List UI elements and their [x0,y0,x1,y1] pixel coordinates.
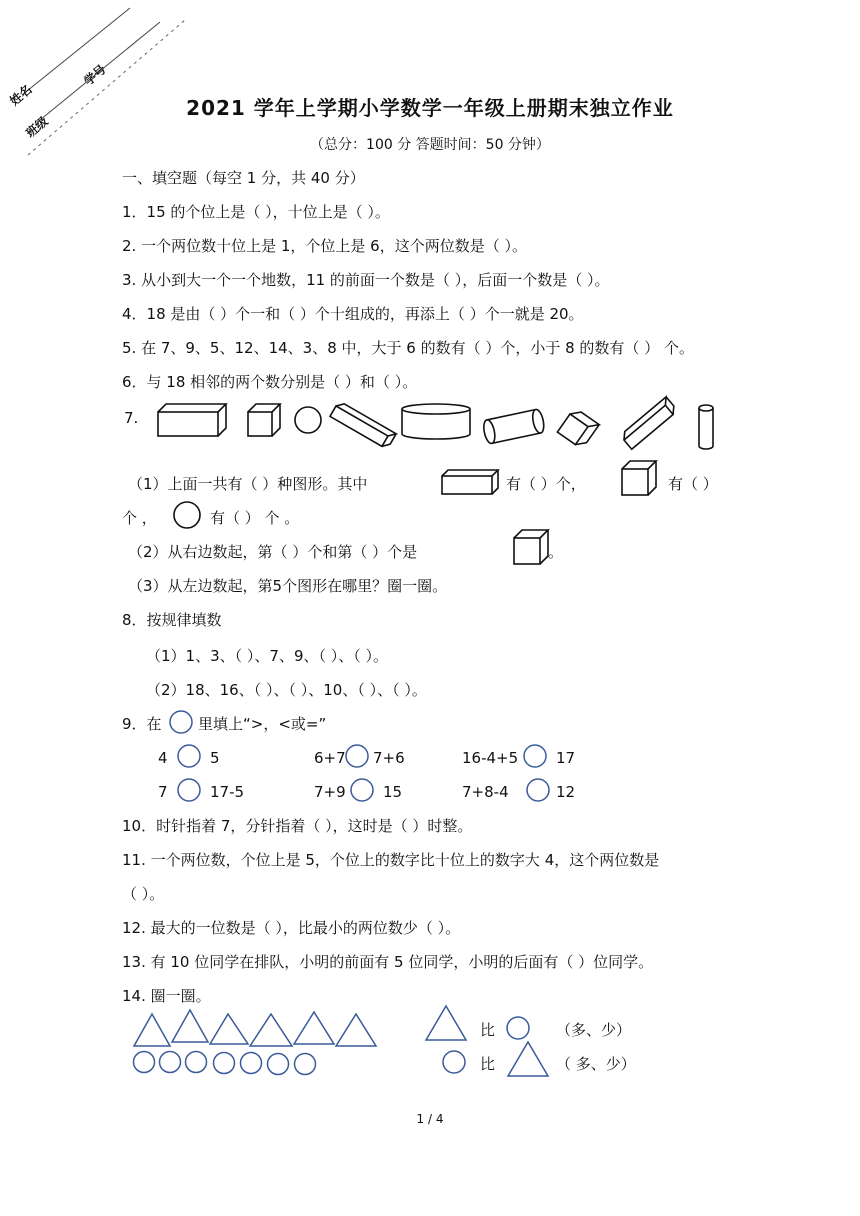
question-7-2-a: （2）从右边数起，第（ ）个和第（ ）个是 [128,543,418,561]
question-7-1-b: 有（ ）个， [506,475,586,493]
compare-circle[interactable] [526,778,552,804]
question-8: 8．按规律填数 [122,611,222,629]
question-5: 5. 在 7、9、5、12、14、3、8 中，大于 6 的数有（ ）个，小于 8 的数有（ ） 个。 [122,339,694,357]
page-number: 1 / 4 [416,1112,444,1126]
tilted-long-cuboid-shape [620,397,678,449]
cube-icon [512,528,552,568]
compare-circle[interactable] [177,744,203,770]
question-7-2-b: 。 [548,543,564,561]
compare-left: 7+8-4 [462,783,509,801]
standing-cylinder-shape [699,405,713,449]
circle-icon [172,500,206,534]
question-3: 3. 从小到大一个一个地数，11 的前面一个数是（ ），后面一个数是（ ）。 [122,271,610,289]
circle-icon [442,1050,468,1076]
circle-row [134,1052,316,1075]
triangle-row [134,1010,376,1046]
question-7-1-c: 有（ ） [668,475,718,493]
choice-text[interactable]: （多、少） [556,1021,632,1039]
question-7-3: （3）从左边数起，第5个图形在哪里？圈一圈。 [128,577,448,595]
circle-icon [506,1016,532,1042]
question-8-2: （2）18、16、（ ）、（ ）、10、（ ）、（ ）。 [146,681,427,699]
compare-circle[interactable] [523,744,549,770]
cylinder-shape [402,404,470,439]
question-14-group [130,1008,390,1078]
question-13: 13. 有 10 位同学在排队，小明的前面有 5 位同学，小明的后面有（ ）位同学。 [122,953,654,971]
cuboid-shape [158,404,226,436]
page-subtitle: （总分：100 分 答题时间：50 分钟） [310,137,550,153]
question-4: 4．18 是由（ ）个一和（ ）个十组成的，再添上（ ）个一就是 20。 [122,305,584,323]
lying-cylinder-shape [482,408,546,444]
tilted-cuboid-shape [330,401,396,450]
question-12: 12. 最大的一位数是（ ），比最小的两位数少（ ）。 [122,919,461,937]
compare-left: 7+9 [314,783,346,801]
question-7-number: 7. [124,409,139,427]
compare-right: 12 [556,783,576,801]
circle-blank [169,710,195,736]
name-label: 姓名 [7,82,35,109]
triangle-icon [506,1040,552,1080]
question-6: 6．与 18 相邻的两个数分别是（ ）和（ ）。 [122,373,418,391]
page-title: 2021 学年上学期小学数学一年级上册期末独立作业 [186,96,674,120]
question-14: 14. 圈一圈。 [122,987,211,1005]
question-2: 2. 一个两位数十位上是 1，个位上是 6，这个两位数是（ ）。 [122,237,527,255]
question-8-1: （1）1、3、（ ）、7、9、（ ）、（ ）。 [146,647,389,665]
question-7-1-a: （1）上面一共有（ ）种图形。其中 [128,475,368,493]
question-7-1-d: 个 ， [122,509,157,527]
question-9-a: 9．在 [122,715,162,733]
question-9-b: 里填上“>，<或=” [198,715,327,733]
compare-word: 比 [480,1055,496,1073]
compare-left: 16-4+5 [462,749,519,767]
compare-word: 比 [480,1021,496,1039]
compare-right: 15 [383,783,403,801]
compare-left: 6+7 [314,749,346,767]
circle-shape [295,407,321,433]
compare-left: 7 [158,783,168,801]
compare-right: 17-5 [210,783,245,801]
compare-circle[interactable] [350,778,376,804]
compare-right: 5 [210,749,220,767]
compare-left: 4 [158,749,168,767]
compare-right: 17 [556,749,576,767]
choice-text[interactable]: （ 多、少） [556,1055,636,1073]
compare-circle[interactable] [345,744,371,770]
compare-circle[interactable] [177,778,203,804]
number-label: 学号 [81,62,109,89]
cube-icon [620,460,660,500]
cube-shape [248,404,280,436]
question-1: 1．15 的个位上是（ ），十位上是（ ）。 [122,203,390,221]
question-10: 10．时针指着 7，分针指着（ ），这时是（ ）时整。 [122,817,473,835]
class-label: 班级 [23,114,51,141]
question-11-b: （ ）。 [122,885,165,903]
question-11-a: 11. 一个两位数，个位上是 5，个位上的数字比十位上的数字大 4，这个两位数是 [122,851,660,869]
section-heading: 一、填空题（每空 1 分，共 40 分） [122,169,365,187]
cuboid-icon [440,468,500,498]
triangle-icon [424,1004,470,1044]
question-7-shapes [150,400,770,460]
question-7-1-e: 有（ ） 个 。 [210,509,300,527]
compare-right: 7+6 [373,749,405,767]
tilted-cube-shape [557,407,599,449]
